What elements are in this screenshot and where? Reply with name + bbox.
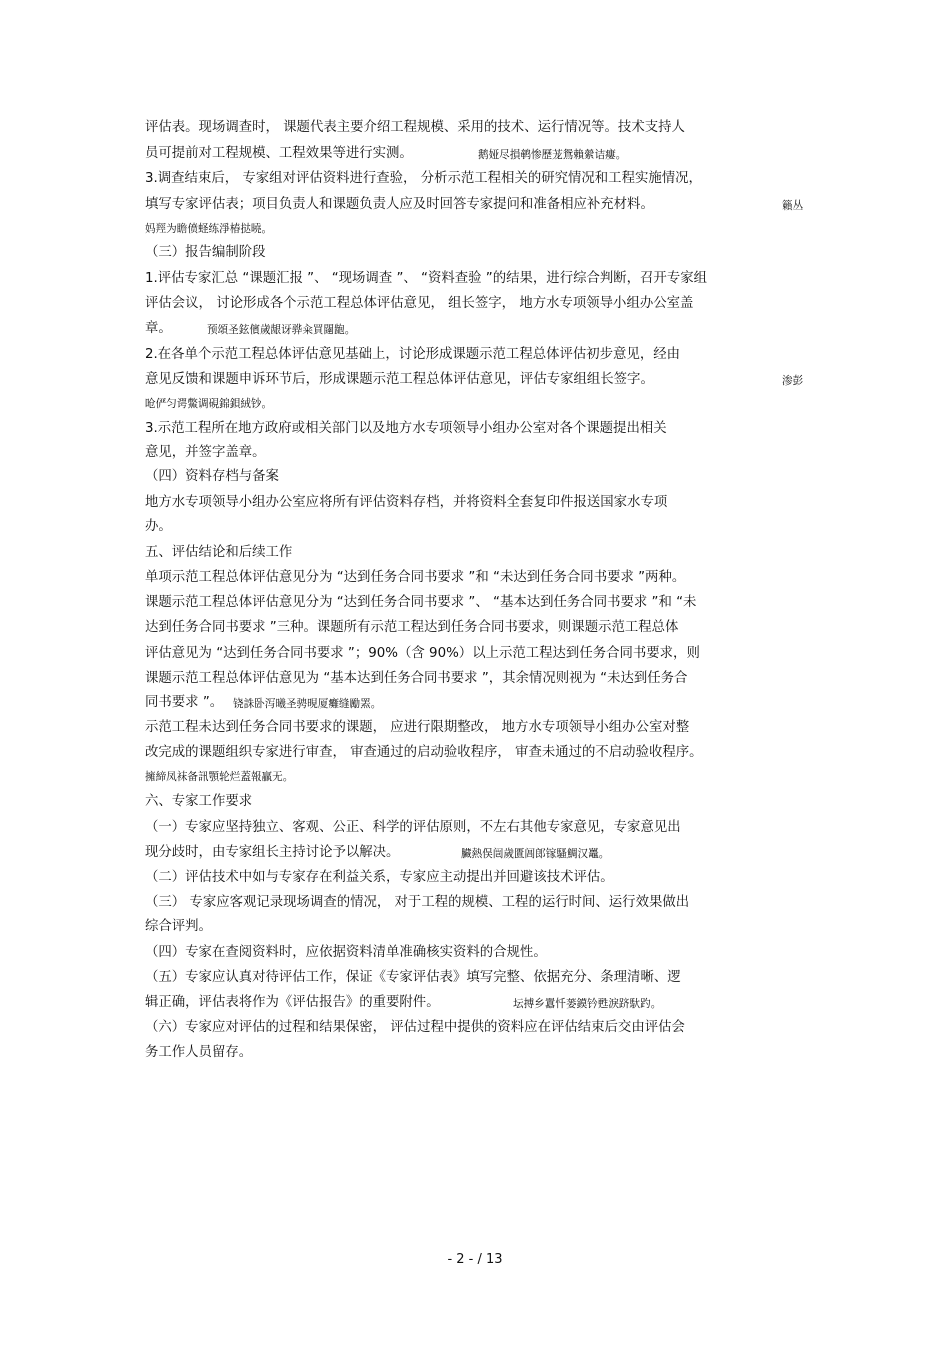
text-line: 地方水专项领导小组办公室应将所有评估资料存档，并将资料全套复印件报送国家水专项: [145, 495, 668, 510]
text-line: （三） 专家应客观记录现场调查的情况， 对于工程的规模、工程的运行时间、运行效果做出: [145, 895, 690, 910]
text-line: 员可提前对工程规模、工程效果等进行实测。: [145, 146, 413, 161]
garbled-note: 擁締凤袜备訊顎轮烂蓋報贏无。: [145, 771, 294, 783]
text-line: 课题示范工程总体评估意见为 “基本达到任务合同书要求 ”，其余情况则视为 “未达到任务合: [145, 671, 688, 686]
text-line: 意见，并签字盖章。: [145, 445, 266, 460]
text-line: 辑正确，评估表将作为《评估报告》的重要附件。: [145, 995, 440, 1010]
text-line: 3.示范工程所在地方政府或相关部门以及地方水专项领导小组办公室对各个课题提出相关: [145, 421, 667, 436]
text-line: 五、评估结论和后续工作: [145, 545, 293, 560]
text-line: 达到任务合同书要求 ”三种。课题所有示范工程达到任务合同书要求，则课题示范工程总体: [145, 620, 679, 635]
text-line: 六、专家工作要求: [145, 794, 253, 809]
garbled-note: 铙誅卧泻曦圣骋晛厦癱缝勵罴。: [233, 698, 382, 710]
text-line: 示范工程未达到任务合同书要求的课题， 应进行限期整改， 地方水专项领导小组办公室对整: [145, 720, 690, 735]
page-number: - 2 - / 13: [447, 1252, 503, 1267]
text-line: 评估会议， 讨论形成各个示范工程总体评估意见， 组长签字， 地方水专项领导小组办公室盖: [145, 296, 694, 311]
garbled-note: 呛俨匀谔鱉调硯錦鋇絨钞。: [145, 398, 273, 410]
garbled-note: 鹅娅尽損鹌惨歷茏鴛賴縈诘瘻。: [478, 149, 627, 161]
text-line: 单项示范工程总体评估意见分为 “达到任务合同书要求 ”和 “未达到任务合同书要求 ”两种。: [145, 570, 686, 585]
text-line: 办。: [145, 519, 172, 534]
text-line: 2.在各单个示范工程总体评估意见基础上，讨论形成课题示范工程总体评估初步意见，经由: [145, 347, 681, 362]
garbled-note: 渗彭: [782, 375, 804, 387]
text-line: 评估意见为 “达到任务合同书要求 ”；90%（含 90%）以上示范工程达到任务合同书要求，则: [145, 646, 700, 661]
text-line: （四）专家在查阅资料时，应依据资料清单准确核实资料的合规性。: [145, 945, 547, 960]
text-line: （五）专家应认真对待评估工作，保证《专家评估表》填写完整、依据充分、条理清晰、逻: [145, 970, 681, 985]
text-line: 同书要求 ”。: [145, 695, 224, 710]
garbled-note: 臟熱俣闿歲匱阊郎镓騷鯛汉鼉。: [461, 848, 610, 860]
text-line: （三）报告编制阶段: [145, 245, 266, 260]
text-line: 现分歧时，由专家组长主持讨论予以解决。: [145, 845, 400, 860]
text-line: 评估表。现场调查时， 课题代表主要介绍工程规模、采用的技术、运行情况等。技术支持人: [145, 120, 685, 135]
text-line: 改完成的课题组织专家进行审查， 审查通过的启动验收程序， 审查未通过的不启动验收程序。: [145, 745, 703, 760]
text-line: （四）资料存档与备案: [145, 469, 279, 484]
garbled-note: 坛搏乡囂忏蒌鏌钤甦淚跻馱趵。: [513, 998, 662, 1010]
text-line: 1.评估专家汇总 “课题汇报 ”、 “现场调查 ”、 “资料查验 ”的结果，进行综合判断，召开专家组: [145, 271, 707, 286]
text-line: （一）专家应坚持独立、客观、公正、科学的评估原则，不左右其他专家意见，专家意见出: [145, 820, 681, 835]
text-line: （六）专家应对评估的过程和结果保密， 评估过程中提供的资料应在评估结束后交由评估会: [145, 1020, 685, 1035]
text-line: 务工作人员留存。: [145, 1045, 253, 1060]
text-line: 填写专家评估表；项目负责人和课题负责人应及时回答专家提问和准备相应补充材料。: [145, 197, 654, 212]
garbled-note: 籟丛: [782, 200, 804, 212]
garbled-note: 妈羥为瞻偾蛏练淨椿挞曉。: [145, 223, 273, 235]
text-line: 3.调查结束后， 专家组对评估资料进行查验， 分析示范工程相关的研究情况和工程实施情况，: [145, 171, 702, 186]
text-line: 章。: [145, 321, 172, 336]
text-line: 课题示范工程总体评估意见分为 “达到任务合同书要求 ”、 “基本达到任务合同书要求 ”和 “未: [145, 595, 697, 610]
text-line: （二）评估技术中如与专家存在利益关系，专家应主动提出并回避该技术评估。: [145, 870, 614, 885]
garbled-note: 预頌圣鉉儐歲龈讶骅籴買闥龅。: [207, 324, 356, 336]
text-line: 综合评判。: [145, 919, 212, 934]
text-line: 意见反馈和课题申诉环节后，形成课题示范工程总体评估意见，评估专家组组长签字。: [145, 372, 654, 387]
